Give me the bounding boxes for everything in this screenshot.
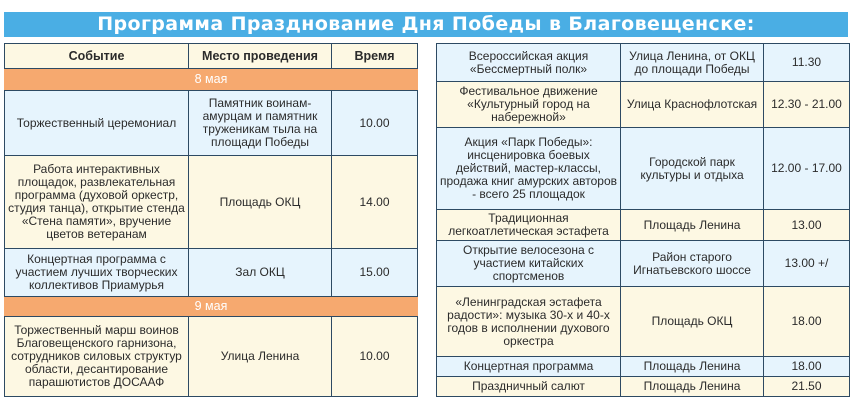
event-cell: Открытие велосезона с участием китайских спортсменов: [437, 241, 621, 287]
place-cell: Улица Ленина: [189, 317, 332, 397]
page-title: Программа Празднование Дня Победы в Благовещенске:: [4, 12, 848, 37]
table-row: [437, 44, 850, 82]
time-cell: 10.00: [332, 91, 418, 156]
time-cell: 10.00: [332, 317, 418, 397]
time-cell: 21.50: [764, 377, 850, 397]
time-cell: 14.00: [332, 156, 418, 249]
place-cell: Улица Ленина, от ОКЦ до площади Победы: [621, 44, 764, 82]
event-cell: Акция «Парк Победы»: инсценировка боевых действий, мастер-классы, продажа книг амурских авторов - всего 25 площадок: [437, 128, 621, 210]
table-row: [5, 249, 418, 297]
place-cell: Улица Краснофлотская: [621, 82, 764, 128]
place-cell: Площадь Ленина: [621, 377, 764, 397]
header-place: Место проведения: [189, 44, 332, 69]
place-cell: Площадь ОКЦ: [189, 156, 332, 249]
time-cell: 15.00: [332, 249, 418, 297]
event-cell: Праздничный салют: [437, 377, 621, 397]
schedule-table-right: [436, 43, 850, 397]
table-row: [437, 82, 850, 128]
table-header-row: [5, 44, 418, 69]
header-time: Время: [332, 44, 418, 69]
time-cell: 18.00: [764, 357, 850, 377]
event-cell: Фестивальное движение «Культурный город на набережной»: [437, 82, 621, 128]
time-cell: 18.00: [764, 287, 850, 357]
table-row: [437, 210, 850, 241]
time-cell: 11.30: [764, 44, 850, 82]
place-cell: Площадь Ленина: [621, 357, 764, 377]
event-cell: Торжественный церемониал: [5, 91, 189, 156]
table-row: [437, 377, 850, 397]
time-cell: 13.00 +/: [764, 241, 850, 287]
day-label: 8 мая: [5, 69, 418, 91]
table-row: [5, 317, 418, 397]
place-cell: Площадь Ленина: [621, 210, 764, 241]
schedule-table-left: [4, 43, 418, 397]
day-separator-row: [5, 297, 418, 317]
header-event: Событие: [5, 44, 189, 69]
table-row: [437, 241, 850, 287]
place-cell: Площадь ОКЦ: [621, 287, 764, 357]
event-cell: Концертная программа: [437, 357, 621, 377]
place-cell: Зал ОКЦ: [189, 249, 332, 297]
place-cell: Городской парк культуры и отдыха: [621, 128, 764, 210]
table-row: [437, 128, 850, 210]
table-row: [437, 287, 850, 357]
table-row: [437, 357, 850, 377]
table-row: [5, 91, 418, 156]
event-cell: Концертная программа с участием лучших творческих коллективов Приамурья: [5, 249, 189, 297]
event-cell: Всероссийская акция «Бессмертный полк»: [437, 44, 621, 82]
time-cell: 12.30 - 21.00: [764, 82, 850, 128]
event-cell: Традиционная легкоатлетическая эстафета: [437, 210, 621, 241]
day-separator-row: [5, 69, 418, 91]
place-cell: Район старого Игнатьевского шоссе: [621, 241, 764, 287]
event-cell: Торжественный марш воинов Благовещенского гарнизона, сотрудников силовых структур области, десантирование парашютистов ДОСААФ: [5, 317, 189, 397]
place-cell: Памятник воинам-амурцам и памятник труженикам тыла на площади Победы: [189, 91, 332, 156]
event-cell: «Ленинградская эстафета радости»: музыка 30-х и 40-х годов в исполнении духового оркестра: [437, 287, 621, 357]
event-cell: Работа интерактивных площадок, развлекательная программа (духовой оркестр, студия танца), открытие стенда «Стена памяти», вручение цветов ветеранам: [5, 156, 189, 249]
day-label: 9 мая: [5, 297, 418, 317]
table-row: [5, 156, 418, 249]
time-cell: 13.00: [764, 210, 850, 241]
time-cell: 12.00 - 17.00: [764, 128, 850, 210]
